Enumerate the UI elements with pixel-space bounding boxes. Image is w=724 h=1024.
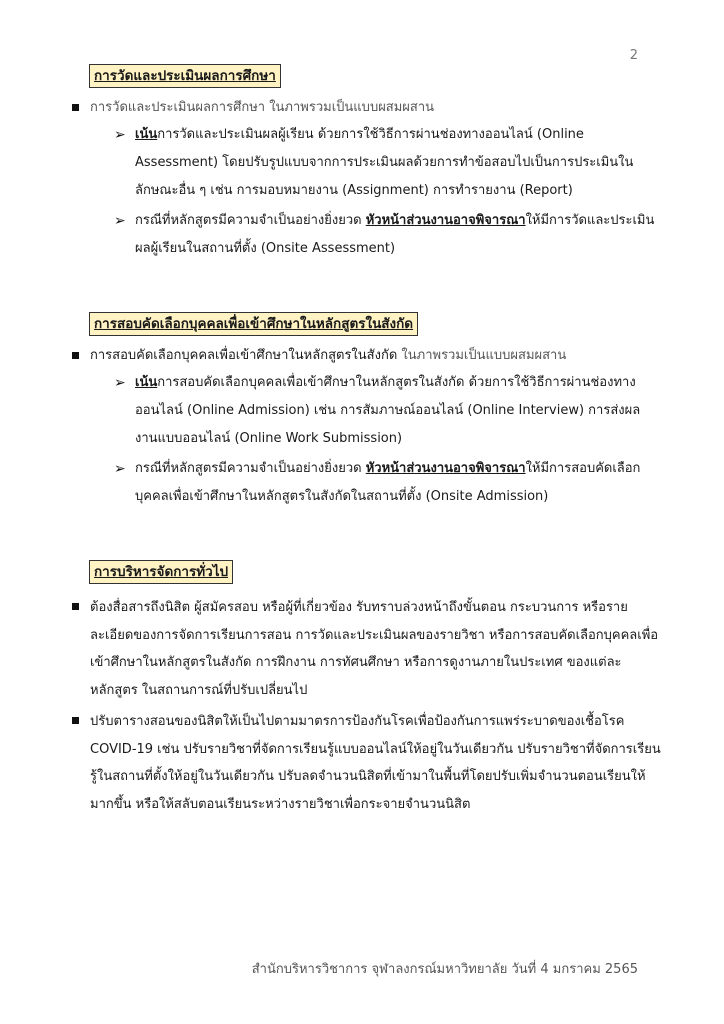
bullet-item <box>72 94 662 121</box>
sub-item <box>114 369 662 453</box>
section-assessment <box>72 64 662 265</box>
sub-item-text <box>135 121 662 205</box>
sub-item <box>114 207 662 263</box>
arrow-bullet-icon: ➢ <box>114 375 126 391</box>
bullet-text-gray: ในภาพรวมเป็นแบบผสมผสาน <box>397 348 567 363</box>
section-admission <box>72 312 662 513</box>
sub-item-post: ให้มีการสอบคัดเลือกบุคคลเพื่อเข้าศึกษาในหลักสูตรในสังกัดในสถานที่ตั้ง (Onsite Admission) <box>135 461 641 504</box>
sub-list <box>114 369 662 511</box>
section-heading: การบริหารจัดการทั่วไป <box>89 560 233 584</box>
sub-item-body: การวัดและประเมินผลผู้เรียน ด้วยการใช้วิธีการผ่านช่องทางออนไลน์ (Online Assessment) โดยปรับรูปแบบจากการประเมินผลด้วยการทำข้อสอบไปเป็นการประเมินในลักษณะอื่น ๆ เช่น การมอบหมายงาน (Assignment) การทำรายงาน (Report) <box>135 127 634 198</box>
page-number: 2 <box>629 48 638 63</box>
bullet-text <box>90 342 566 369</box>
sub-item <box>114 121 662 205</box>
section-heading: การวัดและประเมินผลการศึกษา <box>89 64 281 88</box>
emphasis-text: หัวหน้าส่วนงานอาจพิจารณา <box>365 461 526 476</box>
bullet-item <box>72 342 662 369</box>
paragraph-text: ต้องสื่อสารถึงนิสิต ผู้สมัครสอบ หรือผู้ที่เกี่ยวข้อง รับทราบล่วงหน้าถึงขั้นตอน กระบวนการ หรือรายละเอียดของการจัดการเรียนการสอน การวัดและประเมินผลของรายวิชา หรือการสอบคัดเลือกบุคคลเพื่อเข้าศึกษาในหลักสูตรในสังกัด การฝึกงาน การทัศนศึกษา หรือการดูงานภายในประเทศ ของแต่ละหลักสูตร ในสถานการณ์ที่ปรับเปลี่ยนไป <box>90 600 659 698</box>
square-bullet-icon <box>72 717 79 724</box>
emphasis-text: เน้น <box>135 127 158 142</box>
sub-item-text <box>135 455 662 511</box>
square-bullet-icon <box>72 603 79 610</box>
section-heading: การสอบคัดเลือกบุคคลเพื่อเข้าศึกษาในหลักสูตรในสังกัด <box>89 312 418 336</box>
bullet-text-main: การสอบคัดเลือกบุคคลเพื่อเข้าศึกษาในหลักสูตรในสังกัด <box>90 348 398 363</box>
square-bullet-icon <box>72 352 79 359</box>
bullet-text: การวัดและประเมินผลการศึกษา ในภาพรวมเป็นแบบผสมผสาน <box>90 100 435 115</box>
sub-item-pre: กรณีที่หลักสูตรมีความจำเป็นอย่างยิ่งยวด <box>135 213 366 228</box>
paragraph-item <box>72 708 662 818</box>
section-general-management <box>72 560 662 818</box>
sub-item-pre: กรณีที่หลักสูตรมีความจำเป็นอย่างยิ่งยวด <box>135 461 366 476</box>
emphasis-text: เน้น <box>135 375 158 390</box>
arrow-bullet-icon: ➢ <box>114 461 126 477</box>
sub-item <box>114 455 662 511</box>
sub-item-text <box>135 369 662 453</box>
paragraph-text: ปรับตารางสอนของนิสิตให้เป็นไปตามมาตรการป้องกันโรคเพื่อป้องกันการแพร่ระบาดของเชื้อโรค COVID-19 เช่น ปรับรายวิชาที่จัดการเรียนรู้แบบออนไลน์ให้อยู่ในวันเดียวกัน ปรับรายวิชาที่จัดการเรียนรู้ในสถานที่ตั้งให้อยู่ในวันเดียวกัน ปรับลดจำนวนนิสิตที่เข้ามาในพื้นที่โดยปรับเพิ่มจำนวนตอนเรียนให้มากขึ้น หรือให้สลับตอนเรียนระหว่างรายวิชาเพื่อกระจายจำนวนนิสิต <box>90 714 661 812</box>
paragraph-item <box>72 594 662 704</box>
sub-item-body: การสอบคัดเลือกบุคคลเพื่อเข้าศึกษาในหลักสูตรในสังกัด ด้วยการใช้วิธีการผ่านช่องทางออนไลน์ (Online Admission) เช่น การสัมภาษณ์ออนไลน์ (Online Interview) การส่งผลงานแบบออนไลน์ (Online Work Submission) <box>135 375 641 446</box>
arrow-bullet-icon: ➢ <box>114 127 126 143</box>
sub-list <box>114 121 662 263</box>
page-footer: สำนักบริหารวิชาการ จุฬาลงกรณ์มหาวิทยาลัย วันที่ 4 มกราคม 2565 <box>251 962 638 977</box>
sub-item-post: ให้มีการวัดและประเมินผลผู้เรียนในสถานที่ตั้ง (Onsite Assessment) <box>135 213 655 256</box>
emphasis-text: หัวหน้าส่วนงานอาจพิจารณา <box>365 213 526 228</box>
arrow-bullet-icon: ➢ <box>114 213 126 229</box>
sub-item-text <box>135 207 662 263</box>
square-bullet-icon <box>72 104 79 111</box>
